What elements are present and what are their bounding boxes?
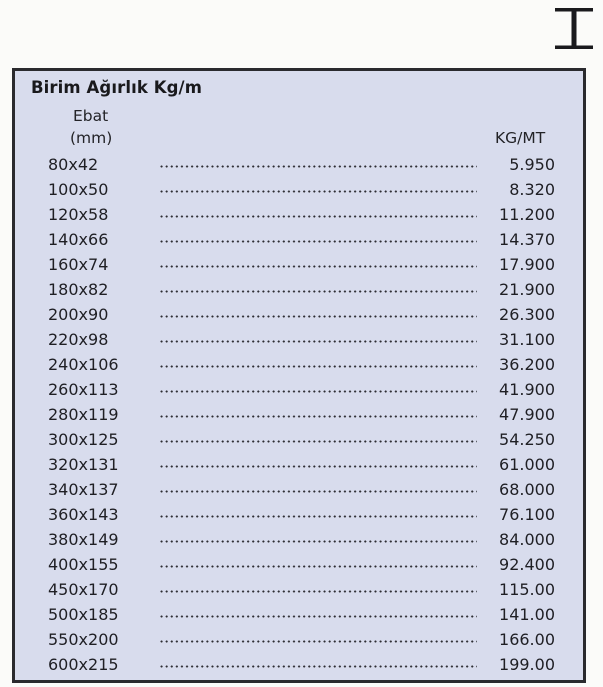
size-cell: 500x185 xyxy=(48,605,119,624)
weight-table-panel xyxy=(12,68,586,683)
table-row xyxy=(15,503,583,528)
weight-column-header: KG/MT xyxy=(495,129,546,147)
weight-cell: 141.00 xyxy=(499,605,555,624)
weight-cell: 84.000 xyxy=(499,530,555,549)
table-row xyxy=(15,528,583,553)
weight-cell: 166.00 xyxy=(499,630,555,649)
table-row xyxy=(15,253,583,278)
dot-leader xyxy=(159,265,477,268)
size-cell: 450x170 xyxy=(48,580,119,599)
table-row xyxy=(15,328,583,353)
size-cell: 200x90 xyxy=(48,305,109,324)
size-unit-header: (mm) xyxy=(70,129,113,147)
weight-cell: 76.100 xyxy=(499,505,555,524)
weight-cell: 47.900 xyxy=(499,405,555,424)
weight-cell: 36.200 xyxy=(499,355,555,374)
table-row xyxy=(15,553,583,578)
weight-cell: 14.370 xyxy=(499,230,555,249)
size-cell: 100x50 xyxy=(48,180,109,199)
size-cell: 280x119 xyxy=(48,405,119,424)
table-row xyxy=(15,428,583,453)
weight-cell: 8.320 xyxy=(509,180,555,199)
dot-leader xyxy=(159,390,477,393)
table-row xyxy=(15,278,583,303)
dot-leader xyxy=(159,465,477,468)
size-cell: 600x215 xyxy=(48,655,119,674)
dot-leader xyxy=(159,665,477,668)
size-cell: 360x143 xyxy=(48,505,119,524)
weight-cell: 68.000 xyxy=(499,480,555,499)
dot-leader xyxy=(159,365,477,368)
weight-cell: 199.00 xyxy=(499,655,555,674)
weight-cell: 17.900 xyxy=(499,255,555,274)
size-cell: 400x155 xyxy=(48,555,119,574)
weight-cell: 54.250 xyxy=(499,430,555,449)
table-row xyxy=(15,578,583,603)
table-row xyxy=(15,153,583,178)
table-row xyxy=(15,228,583,253)
i-beam-profile-icon xyxy=(553,6,595,52)
dot-leader xyxy=(159,590,477,593)
table-rows xyxy=(15,153,583,678)
weight-cell: 115.00 xyxy=(499,580,555,599)
size-cell: 380x149 xyxy=(48,530,119,549)
table-row xyxy=(15,628,583,653)
table-row xyxy=(15,603,583,628)
dot-leader xyxy=(159,615,477,618)
size-cell: 180x82 xyxy=(48,280,109,299)
table-row xyxy=(15,453,583,478)
dot-leader xyxy=(159,340,477,343)
size-cell: 80x42 xyxy=(48,155,99,174)
weight-cell: 92.400 xyxy=(499,555,555,574)
weight-cell: 5.950 xyxy=(509,155,555,174)
size-cell: 240x106 xyxy=(48,355,119,374)
weight-cell: 31.100 xyxy=(499,330,555,349)
dot-leader xyxy=(159,540,477,543)
weight-cell: 21.900 xyxy=(499,280,555,299)
size-cell: 220x98 xyxy=(48,330,109,349)
size-cell: 300x125 xyxy=(48,430,119,449)
table-row xyxy=(15,303,583,328)
table-title: Birim Ağırlık Kg/m xyxy=(31,78,202,97)
dot-leader xyxy=(159,165,477,168)
weight-cell: 11.200 xyxy=(499,205,555,224)
dot-leader xyxy=(159,215,477,218)
dot-leader xyxy=(159,640,477,643)
dot-leader xyxy=(159,440,477,443)
size-cell: 340x137 xyxy=(48,480,119,499)
size-cell: 120x58 xyxy=(48,205,109,224)
size-column-header: Ebat xyxy=(73,107,109,125)
dot-leader xyxy=(159,315,477,318)
size-cell: 260x113 xyxy=(48,380,119,399)
table-row xyxy=(15,203,583,228)
table-row xyxy=(15,403,583,428)
size-cell: 140x66 xyxy=(48,230,109,249)
size-cell: 320x131 xyxy=(48,455,119,474)
table-row xyxy=(15,378,583,403)
weight-cell: 41.900 xyxy=(499,380,555,399)
weight-cell: 61.000 xyxy=(499,455,555,474)
dot-leader xyxy=(159,415,477,418)
dot-leader xyxy=(159,290,477,293)
table-row xyxy=(15,653,583,678)
dot-leader xyxy=(159,240,477,243)
table-row xyxy=(15,178,583,203)
dot-leader xyxy=(159,490,477,493)
dot-leader xyxy=(159,515,477,518)
dot-leader xyxy=(159,190,477,193)
size-cell: 160x74 xyxy=(48,255,109,274)
weight-cell: 26.300 xyxy=(499,305,555,324)
table-row xyxy=(15,353,583,378)
table-row xyxy=(15,478,583,503)
size-cell: 550x200 xyxy=(48,630,119,649)
dot-leader xyxy=(159,565,477,568)
